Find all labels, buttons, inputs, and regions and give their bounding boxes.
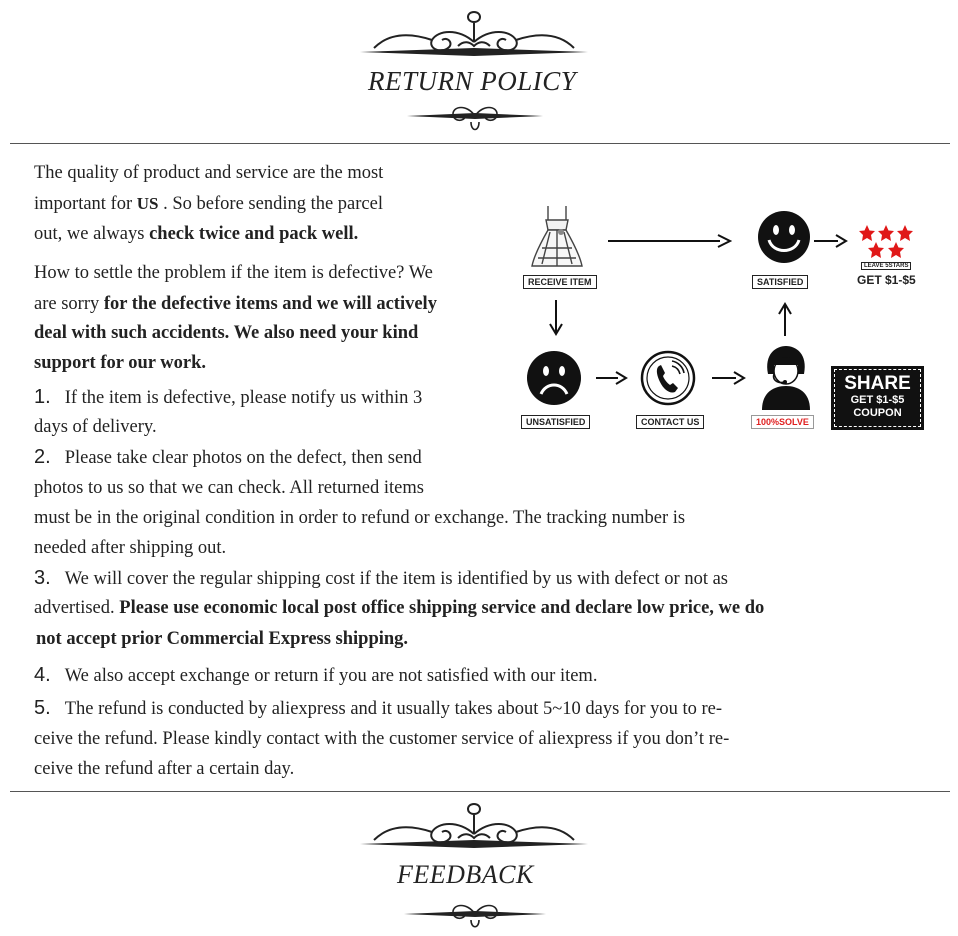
phone-icon xyxy=(640,350,696,406)
item-4-text: We also accept exchange or return if you are not satisfied with our item. xyxy=(64,666,598,686)
dress-icon xyxy=(530,204,584,270)
problem-line-2 xyxy=(34,293,437,315)
bottom-divider xyxy=(10,791,950,792)
feedback-underline-ornament xyxy=(402,898,548,932)
intro-line-3-text: out, we always xyxy=(34,224,150,244)
title-underline-ornament xyxy=(405,100,545,134)
return-policy-title: RETURN POLICY xyxy=(368,66,577,96)
share-coupon-text: COUPON xyxy=(853,407,902,419)
item-3-line-3: not accept prior Commercial Express shipping. xyxy=(36,629,409,649)
item-5-line-1 xyxy=(34,697,722,720)
share-get-text: GET $1-$5 xyxy=(850,394,905,406)
item-3-line-2-bold: Please use economic local post office shipping service and declare low price, we do xyxy=(119,598,765,618)
item-2-number: 2. xyxy=(34,446,51,468)
full-solve-label: 100%SOLVE xyxy=(751,415,814,429)
arrow-right-small-icon xyxy=(596,371,628,385)
item-3-line-2-text: advertised. xyxy=(34,598,120,618)
problem-line-4: support for our work. xyxy=(34,353,207,373)
item-1-line-1 xyxy=(34,386,422,409)
feedback-title: FEEDBACK xyxy=(397,860,534,889)
share-text: SHARE xyxy=(844,373,911,394)
item-3-line-2 xyxy=(34,597,764,619)
item-1-text: If the item is defective, please notify us within 3 xyxy=(64,388,423,408)
item-5-line-2: ceive the refund. Please kindly contact with the customer service of aliexpress if you don’t re- xyxy=(34,729,730,749)
arrow-right-icon xyxy=(608,234,732,248)
problem-line-2-bold: for the defective items and we will actively xyxy=(103,294,437,314)
intro-line-1: The quality of product and service are the most xyxy=(34,163,384,183)
item-5-line-3: ceive the refund after a certain day. xyxy=(34,759,295,779)
unsatisfied-label: UNSATISFIED xyxy=(521,415,590,429)
five-stars-icon xyxy=(858,224,914,260)
intro-line-2 xyxy=(34,193,383,215)
satisfied-label: SATISFIED xyxy=(752,275,808,289)
customer-service-agent-icon xyxy=(758,344,814,410)
leave-stars-label: LEAVE 5STARS xyxy=(861,262,911,270)
receive-item-label: RECEIVE ITEM xyxy=(523,275,597,289)
item-2-line-3: must be in the original condition in order to refund or exchange. The tracking number is xyxy=(34,508,686,528)
item-3-line-1 xyxy=(34,567,728,590)
item-2-line-1 xyxy=(34,446,422,469)
item-3-text: We will cover the regular shipping cost if the item is identified by us with defect or not as xyxy=(64,569,729,589)
top-flourish-ornament xyxy=(358,8,590,66)
item-2-line-4: needed after shipping out. xyxy=(34,538,227,558)
top-divider xyxy=(10,143,950,144)
problem-line-3: deal with such accidents. We also need your kind xyxy=(34,323,419,343)
us-word: US xyxy=(136,194,159,213)
item-2-text: Please take clear photos on the defect, then send xyxy=(64,448,422,468)
intro-line-2-text: important for xyxy=(34,194,137,214)
arrow-up-icon xyxy=(778,302,792,336)
arrow-right-small-2-icon xyxy=(712,371,746,385)
arrow-down-icon xyxy=(549,300,563,336)
item-4-line-1 xyxy=(34,664,597,687)
item-3-number: 3. xyxy=(34,567,51,589)
item-5-text: The refund is conducted by aliexpress and it usually takes about 5~10 days for you to re- xyxy=(64,699,723,719)
item-2-line-2: photos to us so that we can check. All returned items xyxy=(34,478,424,498)
smiley-face-icon xyxy=(757,210,811,264)
item-4-number: 4. xyxy=(34,664,51,686)
sad-face-icon xyxy=(526,350,582,406)
get-reward-text: GET $1-$5 xyxy=(857,273,916,287)
intro-line-3 xyxy=(34,223,358,245)
arrow-right-short-icon xyxy=(814,234,848,248)
problem-line-2-text: are sorry xyxy=(34,294,104,314)
item-5-number: 5. xyxy=(34,697,51,719)
share-coupon-badge xyxy=(831,366,924,430)
contact-us-label: CONTACT US xyxy=(636,415,704,429)
intro-line-3-bold: check twice and pack well. xyxy=(149,224,359,244)
bottom-flourish-ornament xyxy=(358,800,590,858)
item-1-number: 1. xyxy=(34,386,51,408)
problem-line-1: How to settle the problem if the item is defective? We xyxy=(34,263,433,283)
item-1-line-2: days of delivery. xyxy=(34,417,157,437)
intro-line-2-rest: . So before sending the parcel xyxy=(158,194,383,214)
